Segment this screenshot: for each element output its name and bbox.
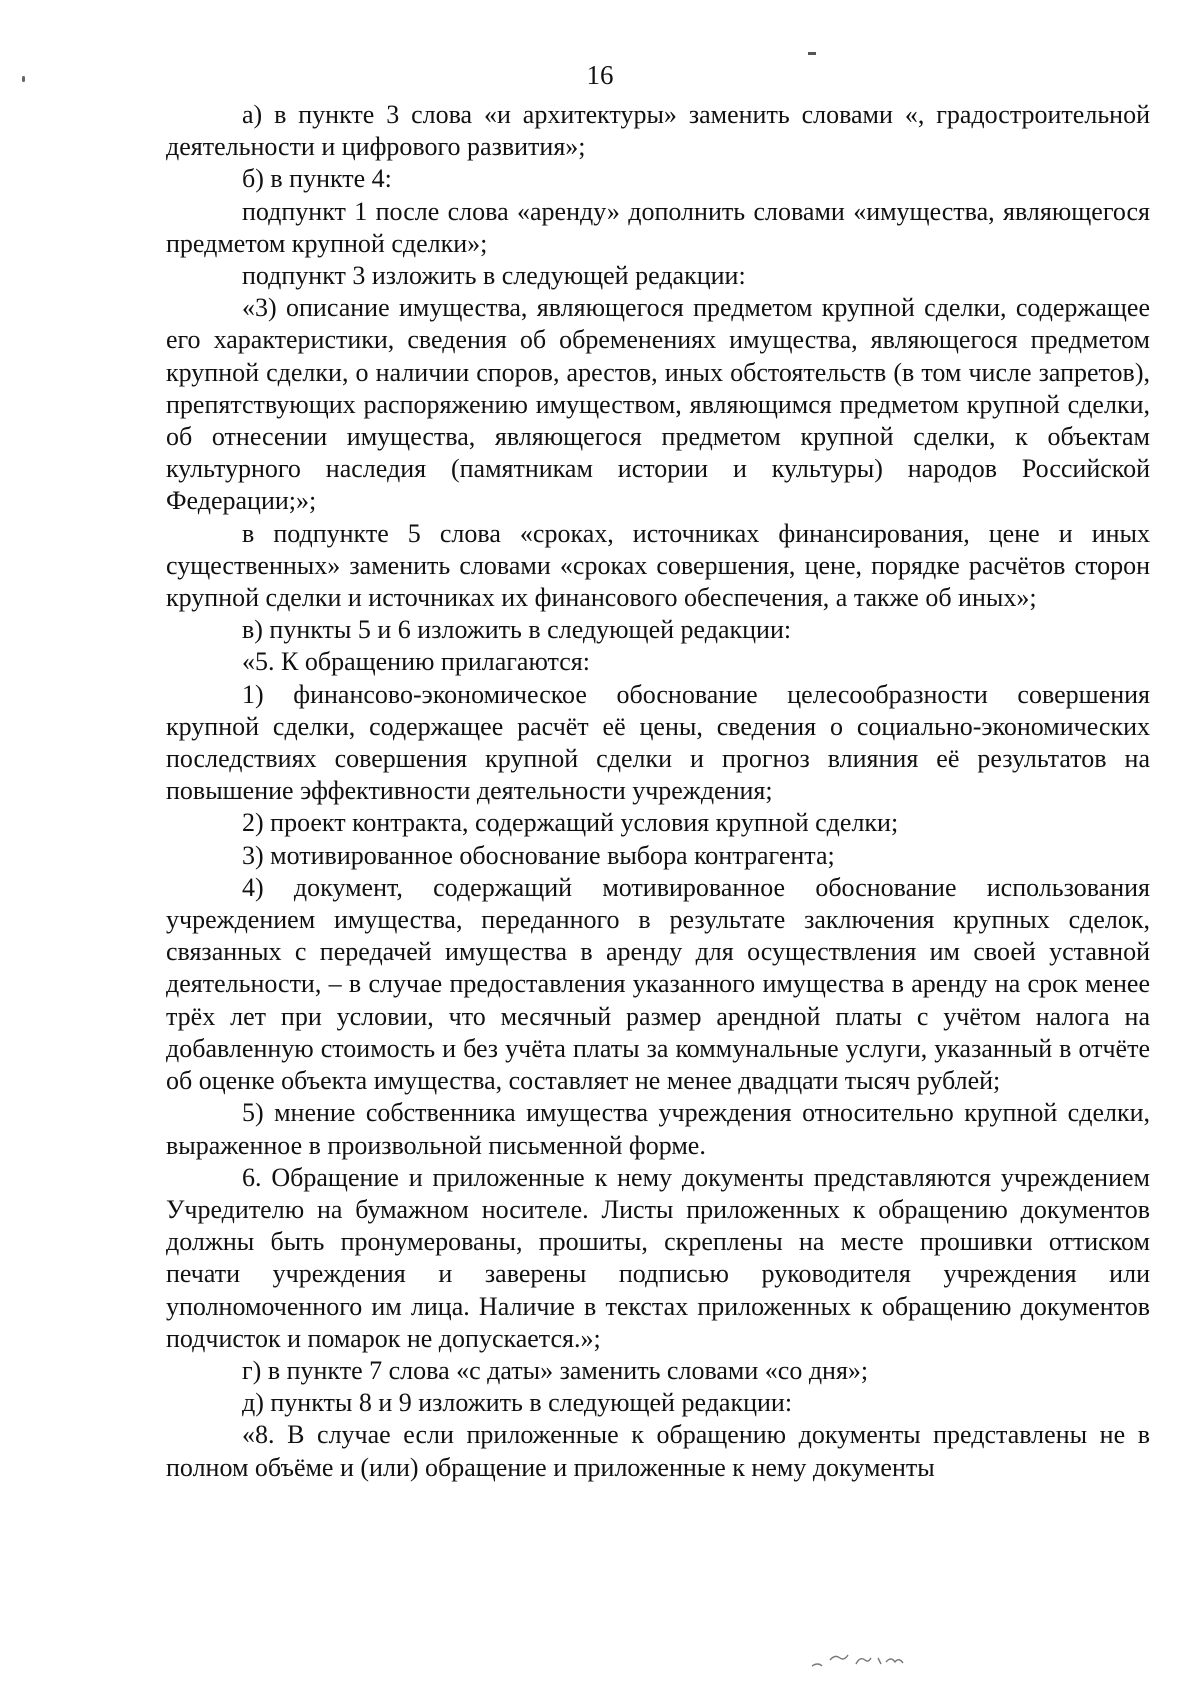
document-body [166,99,1150,1484]
list-item-3: 3) мотивированное обоснование выбора контрагента; [242,840,835,870]
list-item-4: 4) документ, содержащий мотивированное обоснование использования учреждением имущества, переданного в результате заключения крупных сделок, связанных с передачей имущества в аренду для осуществления им своей уставной деятельности, – в случае предоставления указанного имущества в аренду на срок менее трёх лет при условии, что месячный размер арендной платы с учётом налога на добавленную стоимость и без учёта платы за коммунальные услуги, указанный в отчёте об оценке объекта имущества, составляет не менее двадцати тысяч рублей; [166,872,1150,1096]
paragraph-v: в) пункты 5 и 6 изложить в следующей редакции: [242,615,792,645]
paragraph-d: д) пункты 8 и 9 изложить в следующей редакции: [242,1388,793,1418]
paragraph-item-5-intro: «5. К обращению прилагаются: [242,647,590,677]
paragraph-g: г) в пункте 7 слова «с даты» заменить словами «со дня»; [242,1355,869,1385]
list-item-1: 1) финансово-экономическое обоснование целесообразности совершения крупной сделки, содержащее расчёт её цены, сведения о социально-экономических последствиях совершения крупной сделки и прогноз влияния её результатов на повышение эффективности деятельности учреждения; [166,679,1150,806]
paragraph-subitem-3-intro: подпункт 3 изложить в следующей редакции: [242,261,746,291]
paragraph-subitem-1: подпункт 1 после слова «аренду» дополнить словами «имущества, являющегося предметом крупной сделки»; [166,196,1150,258]
paragraph-subitem-5: в подпункте 5 слова «сроках, источниках финансирования, цене и иных существенных» заменить словами «сроках совершения, цене, порядке расчётов сторон крупной сделки и источниках их финансового обеспечения, а также об иных»; [166,518,1150,613]
paragraph-subitem-3-text: «3) описание имущества, являющегося предметом крупной сделки, содержащее его характеристики, сведения об обременениях имущества, являющегося предметом крупной сделки, о наличии споров, арестов, иных обстоятельств (в том числе запретов), препятствующих распоряжению имуществом, являющимся предметом крупной сделки, об отнесении имущества, являющегося предметом крупной сделки, к объектам культурного наследия (памятникам истории и культуры) народов Российской Федерации;»; [166,293,1150,516]
scan-artifact-dash [808,52,816,55]
page-number: 16 [586,60,614,90]
paragraph-item-6: 6. Обращение и приложенные к нему документы представляются учреждением Учредителю на бумажном носителе. Листы приложенных к обращению документов должны быть пронумерованы, прошиты, скреплены на месте прошивки оттиском печати учреждения и заверены подписью руководителя учреждения или уполномоченного им лица. Наличие в текстах приложенных к обращению документов подчисток и помарок не допускается.»; [166,1162,1150,1353]
list-item-5: 5) мнение собственника имущества учреждения относительно крупной сделки, выраженное в произвольной письменной форме. [166,1098,1150,1160]
list-item-2: 2) проект контракта, содержащий условия крупной сделки; [242,808,899,838]
paragraph-b: б) в пункте 4: [242,164,392,194]
signature-scribble-mark [808,1648,928,1672]
paragraph-a: а) в пункте 3 слова «и архитектуры» заменить словами «, градостроительной деятельности и цифрового развития»; [166,100,1150,162]
paragraph-item-8: «8. В случае если приложенные к обращению документы представлены не в полном объёме и (или) обращение и приложенные к нему документы [166,1420,1150,1482]
